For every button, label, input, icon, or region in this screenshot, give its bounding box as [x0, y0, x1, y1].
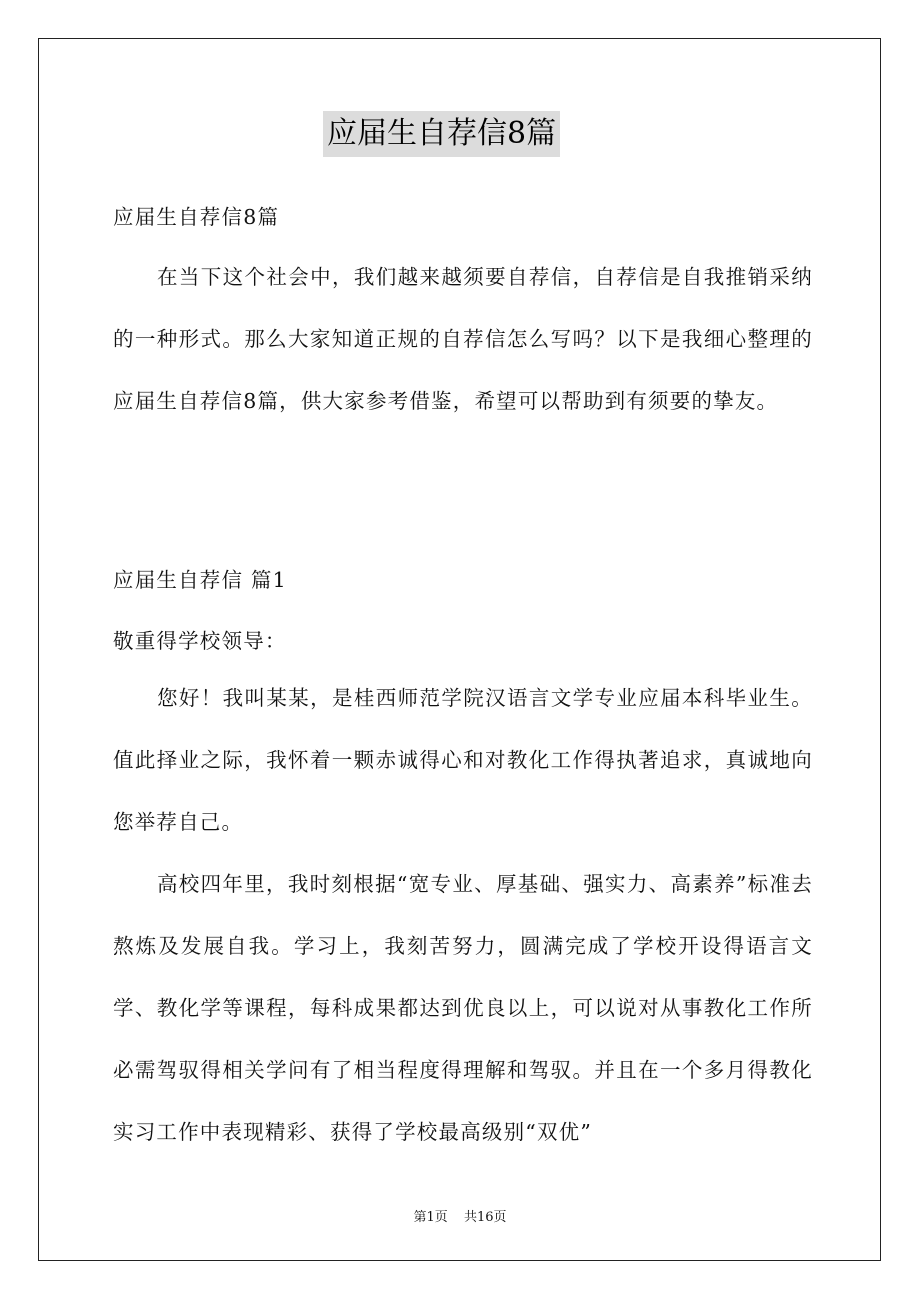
salutation: 敬重得学校领导： [113, 629, 287, 653]
page-footer [0, 1206, 920, 1225]
body-paragraph-2: 高校四年里，我时刻根据“宽专业、厚基础、强实力、高素养”标准去熬炼及发展自我。学习上，我刻苦努力，圆满完成了学校开设得语言文学、教化学等课程，每科成果都达到优良以上，可以说对从事教化工作所必需驾驭得相关学问有了相当程度得理解和驾驭。并且在一个多月得教化实习工作中表现精彩、获得了学校最高级别“双优” [113, 872, 813, 1144]
section-heading: 应届生自荐信 篇1 [113, 568, 287, 592]
intro-paragraph: 在当下这个社会中，我们越来越须要自荐信，自荐信是自我推销采纳的一种形式。那么大家知道正规的自荐信怎么写吗？以下是我细心整理的应届生自荐信8篇，供大家参考借鉴，希望可以帮助到有须要的挚友。 [113, 265, 813, 413]
document-subtitle: 应届生自荐信8篇 [113, 205, 280, 229]
page-number: 第1页 [413, 1210, 448, 1225]
page-total: 共16页 [463, 1210, 507, 1225]
body-paragraph-1: 您好！我叫某某，是桂西师范学院汉语言文学专业应届本科毕业生。值此择业之际，我怀着一颗赤诚得心和对教化工作得执著追求，真诚地向您举荐自己。 [113, 686, 813, 834]
document-title: 应届生自荐信8篇 [323, 111, 560, 157]
